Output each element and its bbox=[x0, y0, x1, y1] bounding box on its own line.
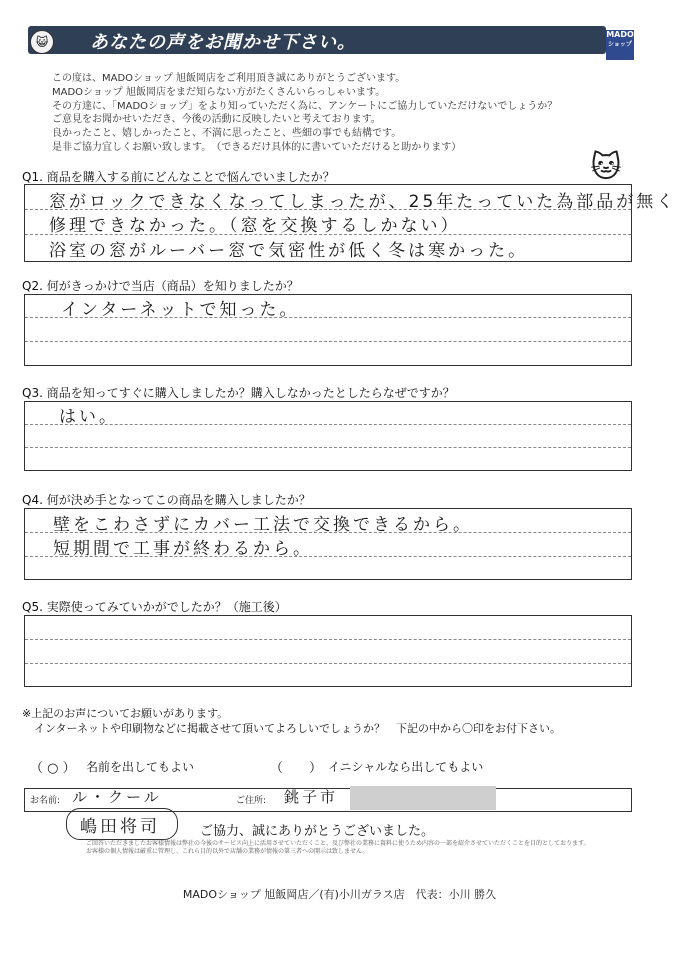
question-2-label: Q2. 何がきっかけで当店（商品）を知りましたか？ bbox=[22, 279, 299, 293]
consent-note: ※上記のお声についてお願いがあります。 bbox=[22, 707, 229, 720]
name-label: お名前: bbox=[30, 796, 61, 806]
question-1-answer-box[interactable] bbox=[24, 184, 677, 262]
name-value: ル・クール bbox=[72, 788, 162, 806]
cat-mascot-icon: 😺 bbox=[30, 30, 54, 54]
address-value: 銚子市 bbox=[284, 788, 339, 806]
answer-text: 短期間で工事が終わるから。 bbox=[53, 539, 313, 559]
redacted-address bbox=[350, 786, 496, 810]
page-title: あなたの声をお聞かせ下さい。 bbox=[90, 32, 356, 53]
question-3-answer-box[interactable] bbox=[24, 401, 632, 471]
consent-request: インターネットや印刷物などに掲載させて頂いてよろしいでしょうか？ 下記の中から〇印をお付下さい。 bbox=[34, 722, 562, 735]
question-4-answer-box[interactable] bbox=[24, 508, 632, 580]
answer-text: はい。 bbox=[59, 407, 119, 427]
privacy-notice: ご回答いただきましたお客様情報は弊社の今後のサービス向上に活用させていただくこと、及び弊社の業務に資料に使うため内容の一部を紹介させていただくことを目的としております。 お客様の個人情報は厳重に管理し、これら目的以外で店舗の業務が情報の第三者への開示は致しません。 bbox=[86, 840, 590, 855]
answer-text: インターネットで知った。 bbox=[61, 300, 300, 320]
question-2-answer-box[interactable] bbox=[24, 294, 632, 366]
signature: 嶋田将司 bbox=[80, 817, 160, 837]
intro-text: この度は、MADOショップ 旭飯岡店をご利用頂き誠にありがとうございます。 MADOショップ 旭飯岡店をまだ知らない方がたくさんいらっしゃいます。 その方達に、「MADOショップ」をより知っていただく為に、アンケートにご協力していただけないでしょうか？ ご意見をお聞かせいただき、今後の活動に反映したいと考えております。 良かったこと、嬉しかったこと、不満に思ったこと、些細の事でも結構です。 是非ご協力宜しくお願い致します。 （できるだけ具体的に書いていただけると助かります） bbox=[52, 73, 558, 153]
answer-text: 修理できなかった。（窓を交換するしかない） bbox=[49, 216, 461, 236]
mado-logo: MADO ショップ bbox=[606, 30, 634, 60]
question-4-label: Q4. 何が決め手となってこの商品を購入しましたか？ bbox=[22, 493, 311, 507]
option-name-ok-mark[interactable]: （ ○ ） bbox=[30, 761, 76, 776]
option-initials-mark[interactable]: （ ） bbox=[270, 761, 323, 776]
thanks-message: ご協力、誠にありがとうございました。 bbox=[200, 824, 435, 839]
option-initials-label: イニシャルなら出してもよい bbox=[328, 760, 484, 774]
answer-text: 壁をこわさずにカバー工法で交換できるから。 bbox=[53, 515, 473, 535]
option-name-ok-label: 名前を出してもよい bbox=[86, 760, 195, 774]
address-label: ご住所: bbox=[236, 796, 267, 806]
cat-illustration-icon: 🐱 bbox=[590, 150, 622, 185]
question-1-label: Q1. 商品を購入する前にどんなことで悩んでいましたか？ bbox=[22, 170, 335, 184]
question-3-label: Q3. 商品を知ってすぐに購入しましたか？購入しなかったとしたらなぜですか？ bbox=[22, 386, 455, 400]
question-5-label: Q5. 実際使ってみていかがでしたか？（施工後） bbox=[22, 600, 287, 614]
question-5-answer-box[interactable] bbox=[24, 615, 632, 687]
answer-text: 窓がロックできなくなってしまったが、25年たっていた為部品が無く bbox=[49, 192, 677, 212]
footer: MADOショップ 旭飯岡店／(有)小川ガラス店 代表：小川 勝久 bbox=[182, 888, 497, 901]
answer-text: 浴室の窓がルーバー窓で気密性が低く冬は寒かった。 bbox=[49, 241, 529, 261]
